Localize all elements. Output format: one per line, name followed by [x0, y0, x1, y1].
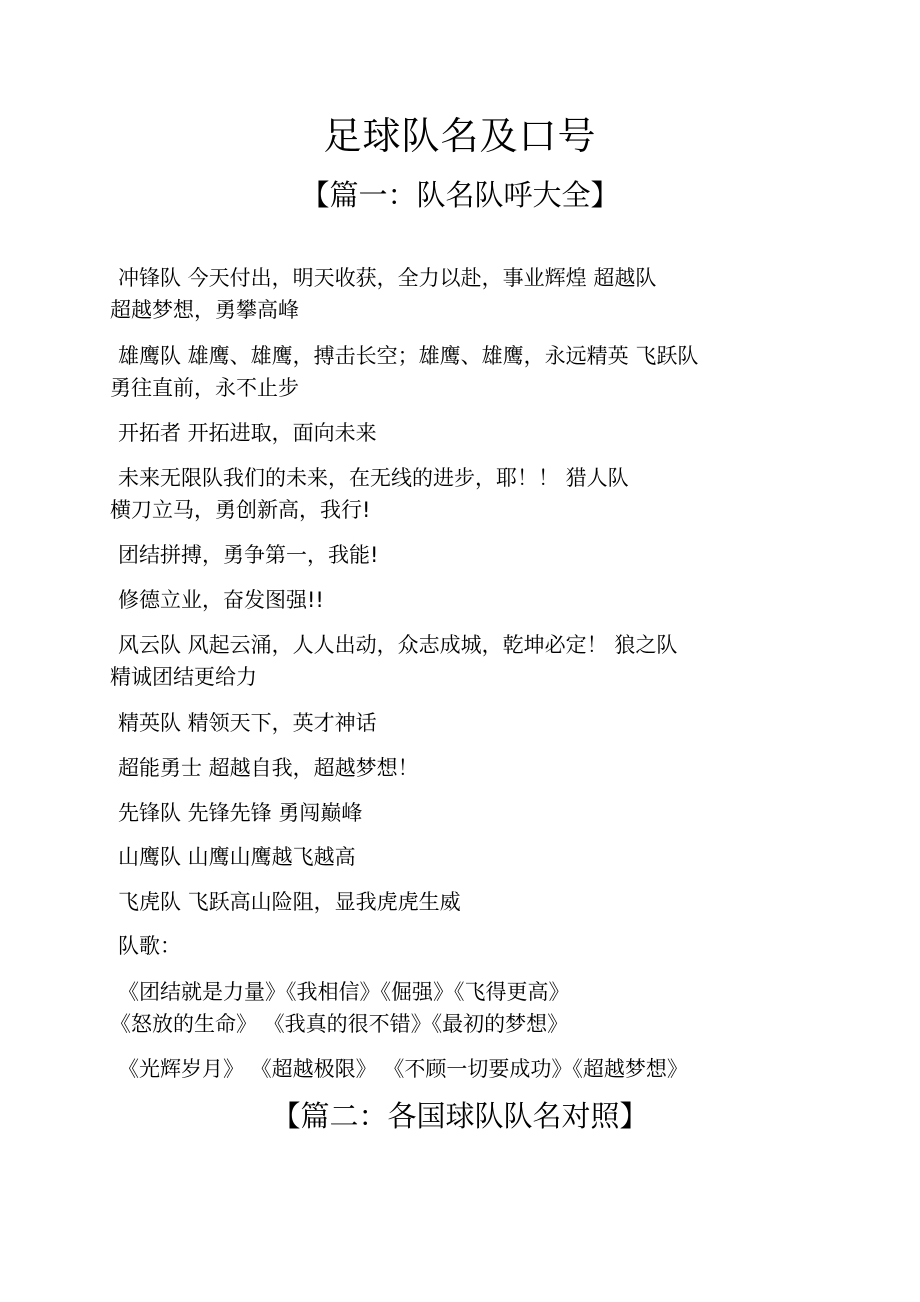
section-heading-2: 【篇二：各国球队队名对照】 — [271, 1099, 649, 1133]
paragraph — [110, 930, 830, 962]
paragraph — [110, 886, 830, 918]
text-line: 风云队 风起云涌，人人出动，众志成城，乾坤必定！ 狼之队 — [118, 633, 678, 657]
text-line: 横刀立马，勇创新高，我行! — [110, 498, 371, 522]
section-heading-1: 【篇一：队名队呼大全】 — [300, 178, 620, 212]
text-line: 精英队 精领天下，英才神话 — [118, 711, 377, 735]
paragraph — [110, 539, 830, 571]
text-line: 《怒放的生命》 《我真的很不错》《最初的梦想》 — [110, 1012, 569, 1036]
text-line: 修德立业，奋发图强!! — [118, 588, 324, 612]
paragraph — [110, 1053, 830, 1085]
paragraph — [110, 462, 830, 526]
paragraph — [110, 584, 830, 616]
paragraph — [110, 262, 830, 326]
paragraph — [110, 340, 830, 404]
text-line: 超能勇士 超越自我，超越梦想！ — [118, 756, 419, 780]
paragraph — [110, 797, 830, 829]
text-line: 飞虎队 飞跃高山险阻，显我虎虎生威 — [118, 890, 461, 914]
paragraph — [110, 752, 830, 784]
document-title: 足球队名及口号 — [323, 114, 597, 158]
text-line: 雄鹰队 雄鹰、雄鹰，搏击长空；雄鹰、雄鹰，永远精英 飞跃队 — [118, 344, 699, 368]
text-line: 《团结就是力量》《我相信》《倔强》《飞得更高》 — [118, 980, 570, 1004]
text-line: 勇往直前，永不止步 — [110, 376, 299, 400]
text-line: 开拓者 开拓进取，面向未来 — [118, 421, 377, 445]
text-line: 团结拼搏，勇争第一，我能! — [118, 543, 379, 567]
text-line: 先锋队 先锋先锋 勇闯巅峰 — [118, 801, 363, 825]
paragraph — [110, 707, 830, 739]
paragraph — [110, 976, 830, 1040]
text-line: 未来无限队我们的未来，在无线的进步，耶！！ 猎人队 — [118, 466, 629, 490]
paragraph — [110, 629, 830, 693]
text-line: 冲锋队 今天付出，明天收获，全力以赴，事业辉煌 超越队 — [118, 266, 657, 290]
text-line: 超越梦想，勇攀高峰 — [110, 298, 299, 322]
text-line: 《光辉岁月》 《超越极限》 《不顾一切要成功》《超越梦想》 — [118, 1057, 688, 1081]
text-line: 队歌： — [118, 934, 181, 958]
paragraph — [110, 417, 830, 449]
paragraph — [110, 841, 830, 873]
text-line: 精诚团结更给力 — [110, 665, 257, 689]
text-line: 山鹰队 山鹰山鹰越飞越高 — [118, 845, 356, 869]
